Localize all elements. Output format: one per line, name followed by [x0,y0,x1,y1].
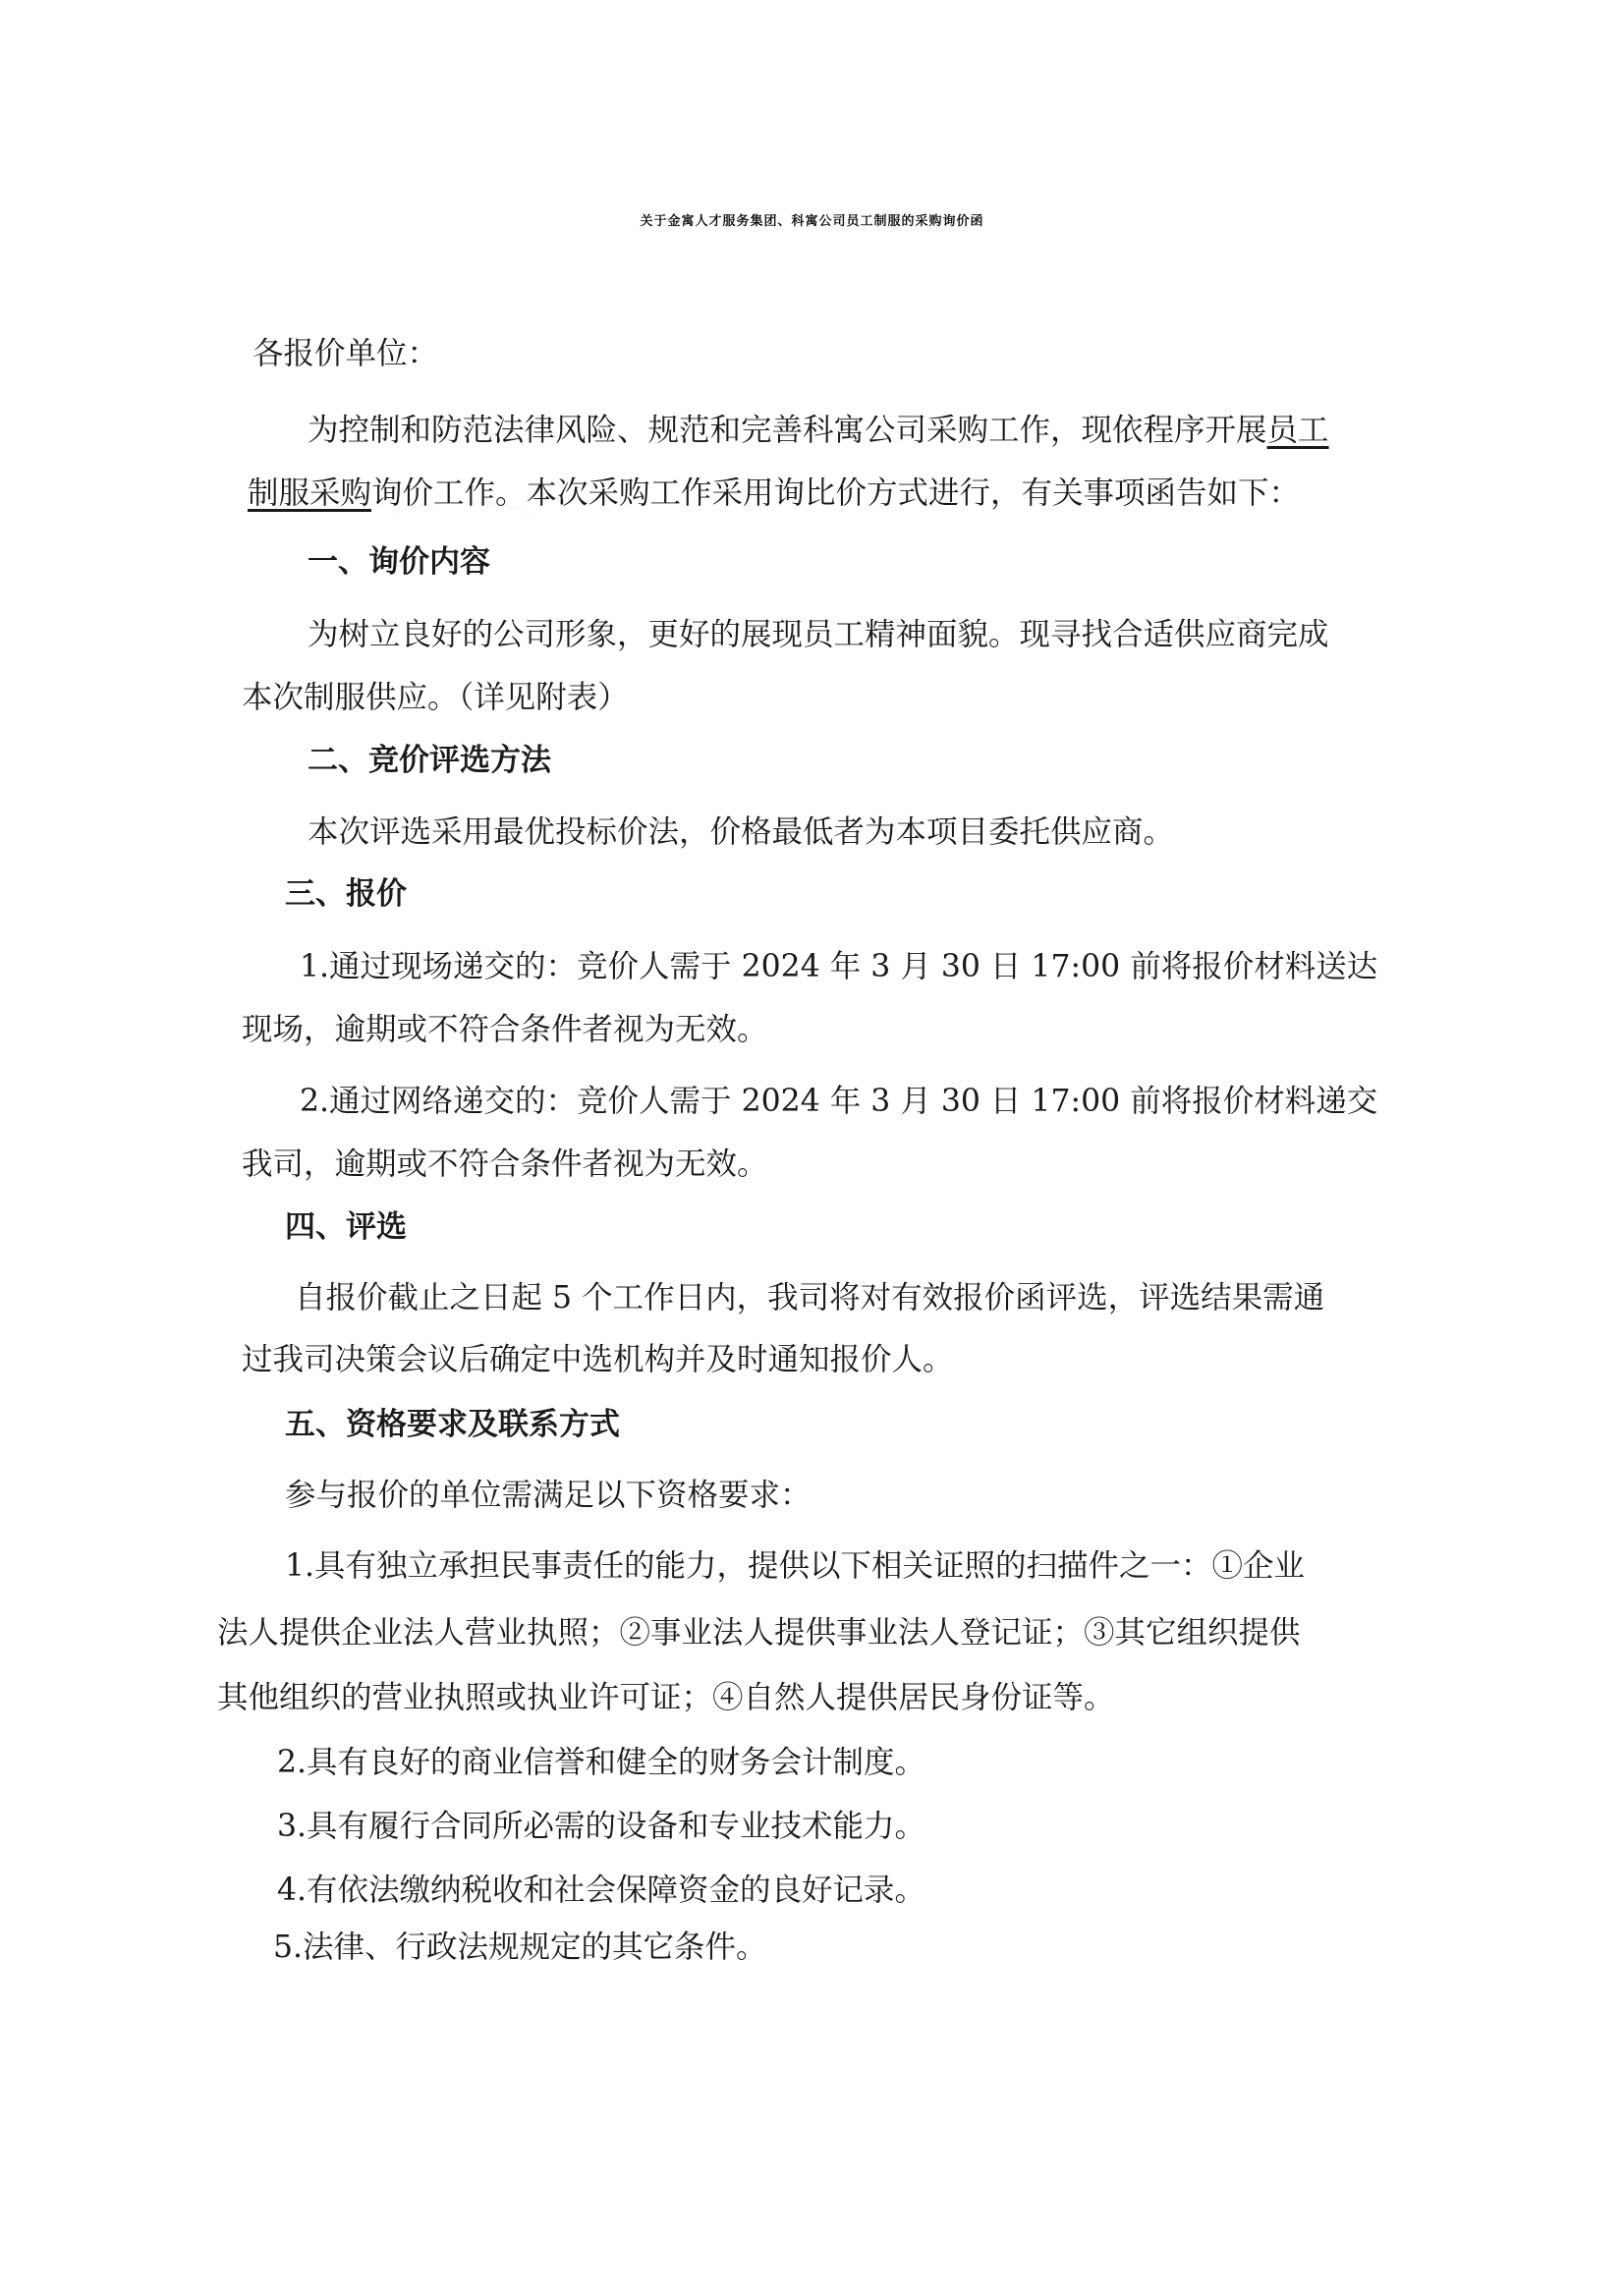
requirement-3: 3.具有履行合同所必需的设备和专业技术能力。 [277,1809,926,1844]
qualification-intro: 参与报价的单位需满足以下资格要求： [285,1478,812,1513]
quote-item-1-line-1: 1.通过现场递交的：竞价人需于 2024 年 3 月 30 日 17:00 前将报价材料送达 [300,949,1378,984]
intro-line-1 [308,411,1329,450]
requirement-1-line-1: 1.具有独立承担民事责任的能力，提供以下相关证照的扫描件之一：①企业 [285,1548,1306,1584]
section-heading-1: 一、询价内容 [308,544,490,580]
section-heading-3: 三、报价 [285,876,407,912]
section-2-line-1: 本次评选采用最优投标价法，价格最低者为本项目委托供应商。 [308,814,1175,850]
section-1-line-1: 为树立良好的公司形象，更好的展现员工精神面貌。现寻找合适供应商完成 [308,617,1329,652]
quote-item-1-line-2: 现场，逾期或不符合条件者视为无效。 [242,1012,768,1047]
quote-item-2-line-2: 我司，逾期或不符合条件者视为无效。 [242,1147,768,1182]
faint-stamp-mark [388,501,535,542]
intro-line-2 [248,474,1300,513]
greeting: 各报价单位： [252,336,439,371]
section-heading-4: 四、评选 [285,1209,407,1245]
intro-text: 询价工作。本次采购工作采用询比价方式进行，有关事项函告如下： [371,476,1301,511]
underlined-subject: 员工 [1266,413,1329,448]
requirement-5: 5.法律、行政法规规定的其它条件。 [273,1930,767,1965]
requirement-1-line-2: 法人提供企业法人营业执照；②事业法人提供事业法人登记证；③其它组织提供 [217,1615,1301,1651]
section-heading-5: 五、资格要求及联系方式 [285,1407,620,1442]
intro-text: 为控制和防范法律风险、规范和完善科寓公司采购工作，现依程序开展 [308,413,1267,448]
requirement-2: 2.具有良好的商业信誉和健全的财务会计制度。 [277,1745,926,1780]
section-heading-2: 二、竞价评选方法 [308,743,551,778]
section-4-line-2: 过我司决策会议后确定中选机构并及时通知报价人。 [242,1342,954,1377]
quote-item-2-line-1: 2.通过网络递交的：竞价人需于 2024 年 3 月 30 日 17:00 前将报价材料递交 [300,1084,1378,1119]
underlined-subject: 制服采购 [248,476,372,511]
requirement-4: 4.有依法缴纳税收和社会保障资金的良好记录。 [277,1873,926,1908]
document-title: 关于金寓人才服务集团、科寓公司员工制服的采购询价函 [640,214,984,229]
requirement-1-line-3: 其他组织的营业执照或执业许可证；④自然人提供居民身份证等。 [217,1680,1115,1715]
section-1-line-2: 本次制服供应。（详见附表） [242,680,629,715]
section-4-line-1: 自报价截止之日起 5 个工作日内，我司将对有效报价函评选，评选结果需通 [295,1280,1325,1315]
